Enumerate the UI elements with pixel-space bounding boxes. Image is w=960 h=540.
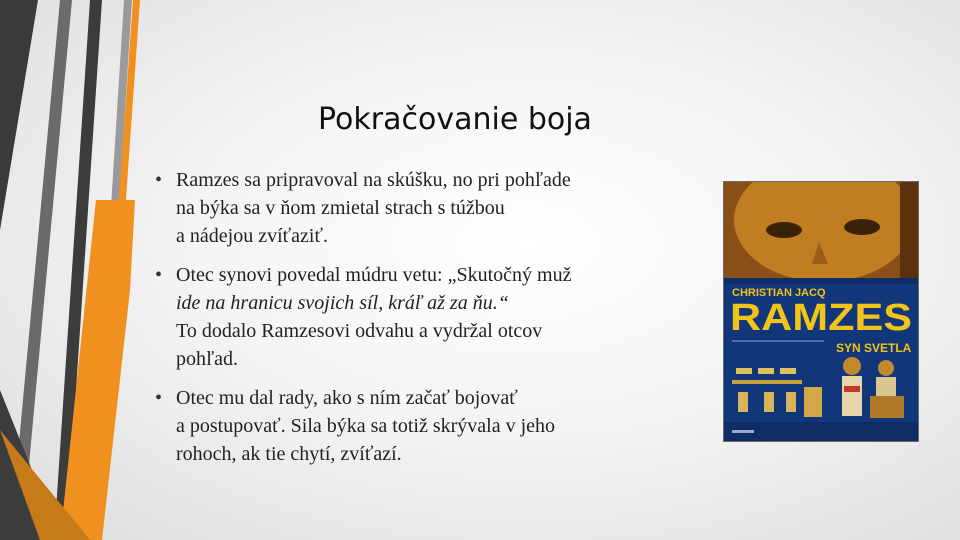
bullet-dot: •	[155, 169, 163, 191]
bullet-list	[155, 166, 715, 468]
bullet-text-line: Otec synovi povedal múdru vetu: „Skutočný muž	[176, 264, 572, 286]
bullet-dot: •	[155, 264, 163, 286]
bullet-text-line: rohoch, ak tie chytí, zvíťazí.	[176, 443, 402, 465]
bullet-text-line: Otec mu dal rady, ako s ním začať bojovať	[176, 387, 518, 409]
bullet-text-line: a postupovať. Sila býka sa totiž skrývala v jeho	[176, 415, 556, 437]
bullet-text-line: pohľad.	[176, 348, 239, 370]
cover-author: CHRISTIAN JACQ	[732, 287, 826, 299]
bullet-item	[155, 261, 715, 373]
bullet-text-line: na býka sa v ňom zmietal strach s túžbou	[176, 197, 505, 219]
slide-title: Pokračovanie boja	[318, 102, 592, 137]
cover-subtitle: SYN SVETLA	[836, 341, 912, 355]
cover-title: RAMZES	[730, 297, 912, 339]
dark-corner-shape	[0, 0, 38, 230]
bullet-text-line: Ramzes sa pripravoval na skúšku, no pri pohľade	[176, 169, 571, 191]
book-cover-image	[723, 181, 919, 442]
mask-eye-right	[844, 219, 880, 235]
bullet-quote-line: ide na hranicu svojich síl, kráľ až za ňu.“	[176, 292, 509, 314]
bullet-text-line: To dodalo Ramzesovi odvahu a vydržal otcov	[176, 320, 543, 342]
bullet-text-line: a nádejou zvíťaziť.	[176, 225, 329, 247]
bullet-item	[155, 166, 715, 250]
mask-eye-left	[766, 222, 802, 238]
bullet-item	[155, 384, 715, 468]
bullet-dot: •	[155, 387, 163, 409]
